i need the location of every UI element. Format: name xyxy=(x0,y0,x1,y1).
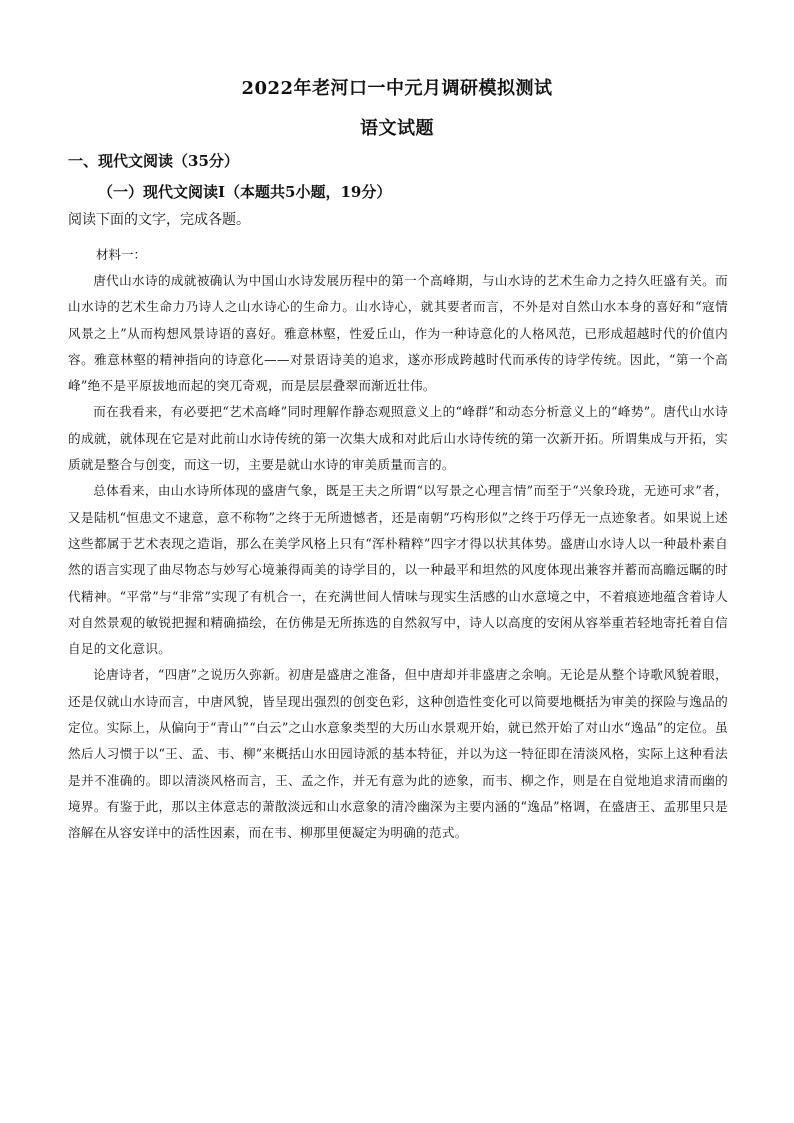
paragraph: 论唐诗者，“四唐”之说历久弥新。初唐是盛唐之准备，但中唐却并非盛唐之余响。无论是从整个诗歌风貌着眼，还是仅就山水诗而言，中唐风貌，皆呈现出强烈的创变色彩，这种创造性变化可以简要地概括为审美的探险与逸品的定位。实际上，从偏向于“青山”“白云”之山水意象类型的大历山水景观开始，就已然开始了对山水“逸品”的定位。虽然后人习惯于以“王、孟、韦、柳”来概括山水田园诗派的基本特征，并以为这一特征即在清淡风格，实际上这种看法是并不准确的。即以清淡风格而言，王、孟之作，并无有意为此的迹象，而韦、柳之作，则是在自觉地追求清而幽的境界。有鉴于此，那以主体意志的萧散淡远和山水意象的清冷幽深为主要内涵的“逸品”格调，在盛唐王、孟那里只是溶解在从容安详中的活性因素，而在韦、柳那里便凝定为明确的范式。 xyxy=(68,667,728,841)
reading-instruction: 阅读下面的文字，完成各题。 xyxy=(68,212,250,228)
exam-subtitle: 语文试题 xyxy=(360,118,434,139)
section-heading: 一、现代文阅读（35分） xyxy=(68,152,239,170)
paragraph: 而在我看来，有必要把“艺术高峰”同时理解作静态观照意义上的“峰群”和动态分析意义上的“峰势”。唐代山水诗的成就，就体现在它是对此前山水诗传统的第一次集大成和对此后山水诗传统的第一次新开拓。所谓集成与开拓，实质就是整合与创变，而这一切，主要是就山水诗的审美质量而言的。 xyxy=(68,404,728,473)
paragraph: 总体看来，由山水诗所体现的盛唐气象，既是王夫之所谓“以写景之心理言情”而至于“兴象玲珑，无迹可求”者，又是陆机“恒患文不逮意，意不称物”之终于无所遗憾者，还是南朝“巧构形似”之终于巧俘无一点迹象者。如果说上述这些都属于艺术表现之造诣，那么在美学风格上只有“浑朴精粹”四字才得以状其体势。盛唐山水诗人以一种最朴素自然的语言实现了曲尽物态与妙写心境兼得両美的诗学目的，以一种最平和坦然的风度体现出兼容并蓄而高瞻远瞩的时代精神。“平常”与“非常”实现了有机合一，在充满世间人情味与现实生活感的山水意境之中，不着痕迹地蕴含着诗人对自然景观的敏锐把握和精确描绘，在仿佛是无所拣选的自然叙写中，诗人以高度的安闲从容举重若轻地寄托着自信自足的文化意识。 xyxy=(68,483,728,657)
exam-title: 2022年老河口一中元月调研模拟测试 xyxy=(241,78,553,99)
subsection-heading: （一）现代文阅读Ⅰ（本题共5小题，19分） xyxy=(98,183,392,201)
material-body xyxy=(68,268,728,847)
paragraph: 唐代山水诗的成就被确认为中国山水诗发展历程中的第一个高峰期，与山水诗的艺术生命力之持久旺盛有关。而山水诗的艺术生命力乃诗人之山水诗心的生命力。山水诗心，就其要者而言，不外是对自然山水本身的喜好和“寇情风景之上”从而构想风景诗语的喜好。雅意林壑，性爱丘山，作为一种诗意化的人格风范，已形成超越时代的价值内容。雅意林壑的精神指向的诗意化——对景语诗美的追求，遂亦形成跨越时代而承传的诗学传统。因此，“第一个高峰”绝不是平原拔地而起的突兀奇观，而是层层叠翠而渐近壮伟。 xyxy=(68,273,728,394)
material-label: 材料一： xyxy=(96,247,147,262)
